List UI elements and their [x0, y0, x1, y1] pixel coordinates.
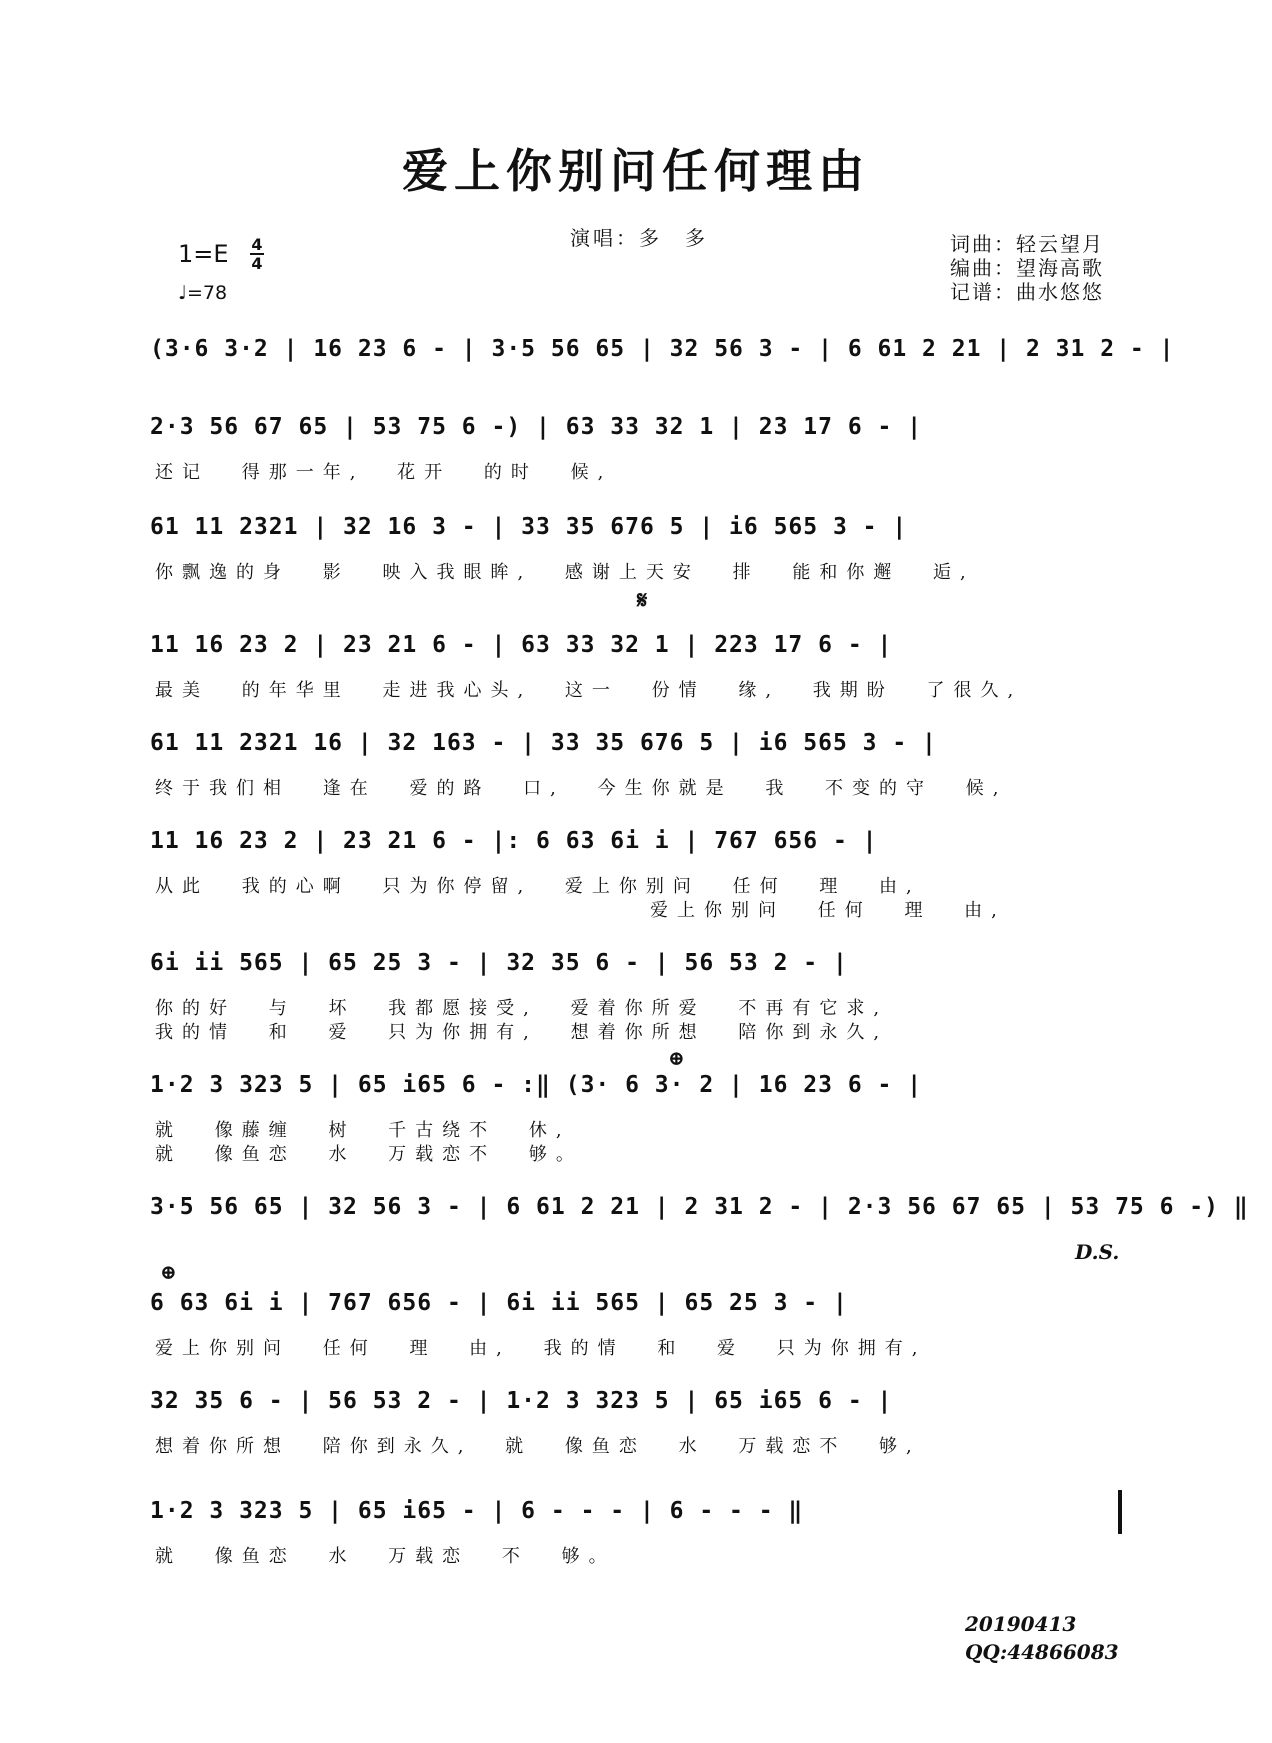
lyrics-music-credit: 词曲：轻云望月	[950, 232, 1104, 256]
transcription-credit: 记谱：曲水悠悠	[950, 280, 1104, 304]
stave-notes: 61 11 2321 | 32 16 3 - | 33 35 676 5 | i6 565 3 - |	[150, 514, 908, 540]
ds-marking: D.S.	[1075, 1240, 1120, 1264]
stave-notes: 1·2 3 323 5 | 65 i65 - | 6 - - - | 6 - - - ‖	[150, 1498, 804, 1524]
footer-qq: QQ:44866083	[965, 1640, 1119, 1664]
stave-notes: 2·3 56 67 65 | 53 75 6 -) | 63 33 32 1 | 23 17 6 - |	[150, 414, 923, 440]
stave-notes: 11 16 23 2 | 23 21 6 - |: 6 63 6i i | 767 656 - |	[150, 828, 878, 854]
time-signature	[250, 236, 264, 272]
lyric-line-second-verse: 就 像鱼恋 水 万载恋不 够。	[155, 1144, 583, 1165]
lyric-line: 还记 得那一年, 花开 的时 候,	[155, 462, 613, 483]
stave-notes: (3·6 3·2 | 16 23 6 - | 3·5 56 65 | 32 56 3 - | 6 61 2 21 | 2 31 2 - |	[150, 336, 1175, 362]
final-barline	[1118, 1490, 1122, 1534]
stave-notes: 6 63 6i i | 767 656 - | 6i ii 565 | 65 25 3 - |	[150, 1290, 848, 1316]
stave-notes: 32 35 6 - | 56 53 2 - | 1·2 3 323 5 | 65 i65 6 - |	[150, 1388, 893, 1414]
tempo-marking: ♩=78	[178, 282, 228, 304]
footer-date: 20190413	[965, 1612, 1077, 1636]
footer-info	[965, 1610, 1119, 1666]
lyric-line: 你飘逸的身 影 映入我眼眸, 感谢上天安 排 能和你邂 逅,	[155, 562, 975, 583]
song-title: 爱上你别问任何理由	[402, 144, 870, 198]
lyric-line: 从此 我的心啊 只为你停留, 爱上你别问 任何 理 由,	[155, 876, 921, 897]
time-signature-top: 4	[251, 235, 263, 254]
lyric-line-second-verse: 我的情 和 爱 只为你拥有, 想着你所想 陪你到永久,	[155, 1022, 889, 1043]
arrangement-credit: 编曲：望海高歌	[950, 256, 1104, 280]
segno-sign: 𝄋	[637, 585, 648, 614]
lyric-line: 你的好 与 坏 我都愿接受, 爱着你所爱 不再有它求,	[155, 998, 889, 1019]
coda-sign: ⊕	[668, 1046, 685, 1070]
lyric-line: 爱上你别问 任何 理 由, 我的情 和 爱 只为你拥有,	[155, 1338, 927, 1359]
credits-block	[950, 232, 1104, 304]
stave-notes: 1·2 3 323 5 | 65 i65 6 - :‖ (3· 6 3· 2 | 16 23 6 - |	[150, 1072, 923, 1098]
stave-notes: 11 16 23 2 | 23 21 6 - | 63 33 32 1 | 223 17 6 - |	[150, 632, 893, 658]
stave-notes: 61 11 2321 16 | 32 163 - | 33 35 676 5 | i6 565 3 - |	[150, 730, 937, 756]
stave-notes: 6i ii 565 | 65 25 3 - | 32 35 6 - | 56 53 2 - |	[150, 950, 848, 976]
singer-credit: 演唱：多 多	[570, 226, 708, 250]
lyric-line: 就 像鱼恋 水 万载恋 不 够。	[155, 1546, 616, 1567]
lyric-line-second-verse: 爱上你别问 任何 理 由,	[650, 900, 1006, 921]
lyric-line: 想着你所想 陪你到永久, 就 像鱼恋 水 万载恋不 够,	[155, 1436, 921, 1457]
stave-notes: 3·5 56 65 | 32 56 3 - | 6 61 2 21 | 2 31 2 - | 2·3 56 67 65 | 53 75 6 -) ‖	[150, 1194, 1249, 1220]
coda-sign-2: ⊕	[160, 1260, 177, 1284]
lyric-line: 就 像藤缠 树 千古绕不 休,	[155, 1120, 571, 1141]
key-signature: 1=E	[178, 240, 229, 268]
lyric-line: 最美 的年华里 走进我心头, 这一 份情 缘, 我期盼 了很久,	[155, 680, 1023, 701]
lyric-line: 终于我们相 逢在 爱的路 口, 今生你就是 我 不变的守 候,	[155, 778, 1008, 799]
time-signature-bottom: 4	[251, 254, 263, 273]
